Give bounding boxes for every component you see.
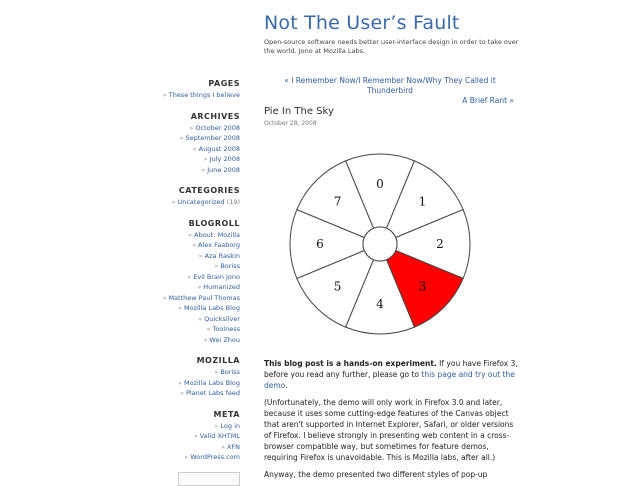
- pie-label-0: 0: [376, 177, 384, 191]
- post-lead-text: If you have Firefox 3, before you read any further, please go to: [264, 359, 518, 379]
- pages-list: [40, 90, 240, 101]
- demo-link[interactable]: this page and try out the demo: [264, 370, 515, 390]
- meta-heading: META: [213, 409, 240, 419]
- pages-item[interactable]: » These things I believe: [162, 91, 240, 99]
- next-post-link[interactable]: A Brief Rant »: [462, 96, 514, 105]
- blogroll-item[interactable]: » Quicksilver: [198, 314, 240, 323]
- category-item[interactable]: » Uncategorized (19): [171, 198, 240, 206]
- mozilla-item[interactable]: » Mozilla Labs Blog: [178, 378, 240, 387]
- meta-item[interactable]: » XFN: [220, 442, 240, 451]
- pie-center: [363, 227, 397, 261]
- pie-label-7: 7: [333, 194, 342, 209]
- archive-item[interactable]: » June 2008: [201, 165, 240, 174]
- pie-label-6: 6: [316, 237, 324, 251]
- blogroll-item[interactable]: » Evil Brain Jono: [187, 272, 240, 281]
- blogroll-item[interactable]: » Humanized: [197, 283, 240, 291]
- post-paragraph-3: Anyway, the demo presented two different styles of pop-up: [264, 470, 488, 479]
- blogroll-item[interactable]: » Alex Faaborg: [192, 241, 240, 249]
- pie-label-4: 4: [376, 297, 384, 311]
- mozilla-heading: MOZILLA: [196, 356, 240, 365]
- post-paragraph-2: (Unfortunately, the demo will only work in Firefox 3.0 and later, because it uses some cutting-edge features of the Canvas object that aren't supported in Internet Explorer, Safari, or older versions of Firefox. I believe strongly in presenting web content in a cross-browser compatible way, but sometimes for feature demos, requiring Firefox is unavoidable. This is Mozilla labs, after all.): [264, 398, 514, 462]
- pages-heading: PAGES: [208, 79, 240, 88]
- meta-item[interactable]: » Valid XHTML: [193, 432, 240, 440]
- archive-item[interactable]: » July 2008: [203, 155, 240, 163]
- previous-post-link[interactable]: « I Remember Now/I Remember Now/Why They Called it Thunderbird: [284, 76, 496, 95]
- categories-list: [40, 197, 240, 208]
- meta-item[interactable]: » Log in: [214, 421, 240, 430]
- site-description: Open-source software needs better user-interface design in order to take over the world. Jono at Mozilla Labs.: [264, 38, 519, 55]
- sidebar: [40, 78, 240, 463]
- pie-label-2: 2: [436, 237, 444, 251]
- mozilla-item[interactable]: » Boriss: [214, 368, 240, 376]
- pie-menu[interactable]: [286, 150, 474, 338]
- meta-item[interactable]: » WordPress.com: [184, 453, 240, 461]
- pie-label-1: 1: [418, 194, 427, 209]
- post-lead-bold: This blog post is a hands-on experiment.: [264, 359, 437, 368]
- blogroll-item[interactable]: » Toolness: [206, 325, 240, 333]
- pie-label-3: 3: [418, 279, 427, 294]
- blogroll-item[interactable]: » About: Mozilla: [188, 230, 240, 239]
- pie-label-5: 5: [333, 279, 342, 294]
- blogroll-item[interactable]: » Wei Zhou: [203, 335, 240, 344]
- mozilla-list: [40, 367, 240, 399]
- blogroll-item[interactable]: » Matthew Paul Thomas: [162, 293, 240, 302]
- post-title[interactable]: Pie In The Sky: [264, 106, 334, 117]
- blogroll-item[interactable]: » Aza Raskin: [198, 251, 240, 260]
- mozilla-item[interactable]: » Planet Labs feed: [179, 389, 240, 397]
- post-lead-end: .: [285, 381, 288, 390]
- archives-list: [40, 123, 240, 176]
- blogroll-item[interactable]: » Boriss: [214, 262, 240, 270]
- post-date: October 28, 2008: [264, 120, 317, 127]
- sidebar-search-box[interactable]: [178, 472, 240, 486]
- blogroll-item[interactable]: » Mozilla Labs Blog: [178, 304, 240, 312]
- archives-heading: ARCHIVES: [190, 111, 240, 121]
- blogroll-heading: BLOGROLL: [188, 218, 240, 228]
- post-body: [264, 358, 518, 486]
- post-paragraph-1: [264, 358, 518, 391]
- categories-heading: CATEGORIES: [178, 186, 240, 195]
- archive-item[interactable]: » October 2008: [189, 123, 240, 132]
- blogroll-list: [40, 230, 240, 346]
- meta-list: [40, 421, 240, 463]
- site-title[interactable]: Not The User’s Fault: [264, 12, 460, 34]
- archive-item[interactable]: » August 2008: [192, 144, 240, 153]
- archive-item[interactable]: » September 2008: [179, 134, 240, 142]
